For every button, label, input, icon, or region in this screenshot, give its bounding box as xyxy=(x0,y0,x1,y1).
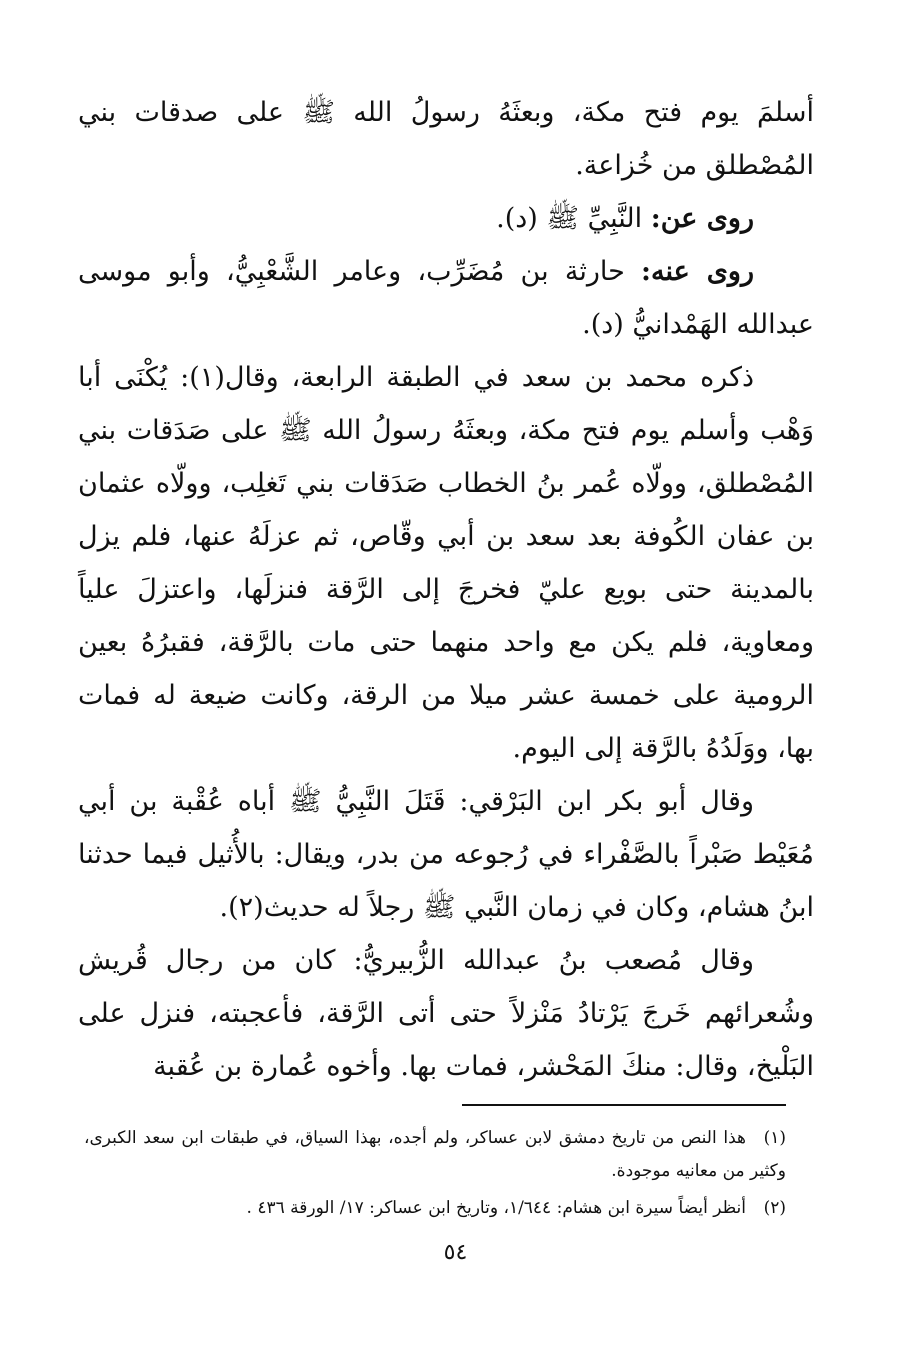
footnote-number: (٢) xyxy=(763,1198,786,1218)
paragraph-zubayri xyxy=(78,934,814,1093)
paragraph-text: حارثة بن مُضَرِّب، وعامر الشَّعْبِيُّ، وأبو موسى عبدالله الهَمْدانيُّ (د). xyxy=(78,256,814,340)
paragraph-narrated-from xyxy=(78,192,814,245)
narrated-from-label: روى عن: xyxy=(650,203,754,234)
paragraph-ibn-saad xyxy=(78,351,814,775)
paragraph-text: النَّبِيِّ ﷺ (د). xyxy=(496,203,651,234)
paragraph-al-barqi xyxy=(78,775,814,934)
paragraph-narrated-by xyxy=(78,245,814,351)
footnote-text: هذا النص من تاريخ دمشق لابن عساكر، ولم أجده، بهذا السياق، في طبقات ابن سعد الكبرى، وكثير من معانيه موجودة. xyxy=(84,1128,786,1181)
footnotes xyxy=(84,1122,786,1229)
paragraph-text: وقال مُصعب بنُ عبدالله الزُّبيريُّ: كان من رجال قُريش وشُعرائهم خَرجَ يَرْتادُ مَنْزلاً حتى أتى الرَّقة، فأعجبته، فنزل على البَلْيخ، وقال: منكَ المَحْشر، فمات بها. وأخوه عُمارة بن عُقبة xyxy=(78,945,814,1082)
page-number: ٥٤ xyxy=(443,1240,468,1265)
footnote-divider xyxy=(462,1104,786,1106)
footnote-1 xyxy=(84,1122,786,1188)
footnote-2 xyxy=(84,1192,786,1225)
footnote-number: (١) xyxy=(763,1128,786,1148)
paragraph-text: أسلمَ يوم فتح مكة، وبعثَهُ رسولُ الله ﷺ على صدقات بني المُصْطلق من خُزاعة. xyxy=(78,97,814,181)
footnote-text: أنظر أيضاً سيرة ابن هشام: ١/٦٤٤، وتاريخ ابن عساكر: ١٧/ الورقة ٤٣٦ . xyxy=(246,1198,746,1218)
paragraph-intro xyxy=(78,86,814,192)
main-text xyxy=(78,86,814,1093)
paragraph-text: وقال أبو بكر ابن البَرْقي: قَتَلَ النَّبِيُّ ﷺ أباه عُقْبة بن أبي مُعَيْط صَبْراً بالصَّفْراء في رُجوعه من بدر، ويقال: بالأُثيل فيما حدثنا ابنُ هشام، وكان في زمان النَّبي ﷺ رجلاً له حديث(٢). xyxy=(78,786,814,923)
paragraph-text: ذكره محمد بن سعد في الطبقة الرابعة، وقال(١): يُكْنَى أبا وَهْب وأسلم يوم فتح مكة، وبعثَهُ رسولُ الله ﷺ على صَدَقات بني المُصْطلق، وولّاه عُمر بنُ الخطاب صَدَقات بني تَغلِب، وولّاه عثمان بن عفان الكُوفة بعد سعد بن أبي وقّاص، ثم عزلَهُ عنها، فلم يزل بالمدينة حتى بويع عليّ فخرجَ إلى الرَّقة فنزلَها، واعتزلَ علياً ومعاوية، فلم يكن مع واحد منهما حتى مات بالرَّقة، فقبرُهُ بعين الرومية على خمسة عشر ميلا من الرقة، وكانت ضيعة له فمات بها، ووَلَدُهُ بالرَّقة إلى اليوم. xyxy=(78,362,814,764)
narrated-by-label: روى عنه: xyxy=(641,256,755,287)
